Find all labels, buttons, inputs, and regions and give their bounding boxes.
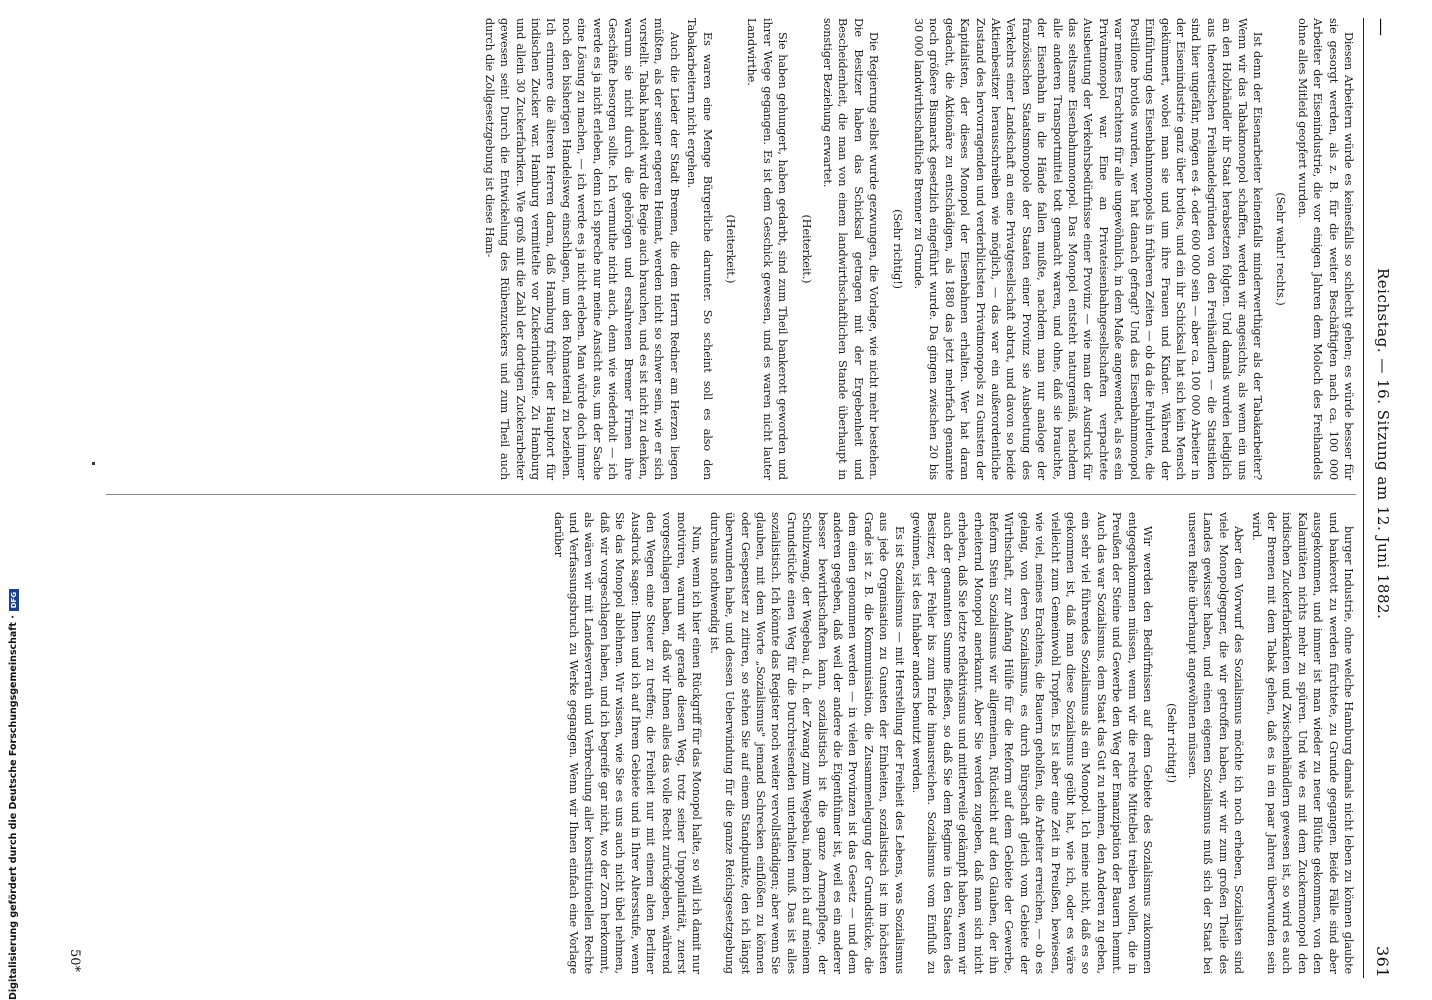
paragraph: Sie haben gehungert, haben gedarbt, sind zum Theil bankerott geworden und ihrer Wege gegangen. Es ist dem Geschick gewesen, und es waren nicht lauter Landwirthe.: [745, 18, 790, 480]
column-divider: [106, 494, 1356, 495]
scan-speck: [92, 462, 95, 465]
header-left-mark: —: [1371, 18, 1392, 37]
paragraph: Diesen Arbeitern würde es keinesfalls so schlecht gehen; es würde besser für sie gesorgt werden, als z. B. für die weiter Beschäftigten nach ca. 100 000 Arbeiter der Eisenindustrie, die vor einigen Jahren dem Moloch des Freihandels ohne alles Mitleid geopfert wurden.: [1295, 18, 1355, 480]
page-header: [1364, 18, 1392, 978]
header-rule: [1363, 18, 1364, 978]
paragraph: Nun, wenn ich hier einen Rückgriff für das Monopol halte, so will ich damit nur motiviren, warum wir gerade diesen Weg, trotz seiner Unpopularität, zuerst vorgeschlagen haben, daß wir Ihnen alles das volle Recht zurückgeben, während den Wegen eine Steuer zu treffen; die Freiheit nur mit einem alten Berliner Ausdruck sagen: Ihnen und ich auf Ihrem Gebiete und in Ihrer Altersstufe, wenn Sie das Monopol ablehnen. Wir wissen, wie Sie es uns auch nicht übel nehmen, daß wir vorgeschlagen haben, und ich begreife gar nicht, wo der Zorn herkommt, als wären wir mit Landesverrath und Verbrechung aller konstitutionellen Rechte und Verfassungsbruch zu Werke gegangen. Wenn wir Ihnen einfach eine Vorlage darüber: [551, 512, 704, 974]
paragraph: Wir werden den Bedürfnissen auf dem Gebiete des Sozialismus zukommen entgegenkommen müssen, wenn wir die rechte Mittelbei treiben wollen, die in Preußen der Steine und Gewerbe den Weg der Emanzipation der Bauern hemmt. Auch das war Sozialismus, dem Staat das Gut zu nehmen, den Anderen zu geben, ein sehr viel führendes Sozialismus als ein Monopol. Ich meine nicht, daß es so gekommen ist, daß man diese Sozialismus geübt hat, wie ich, oder es wäre vielleicht zum Gemeinwohl Tropfen. Es ist aber eine Zeit in Preußen, bewiesen, wie viel, meines Erachtens, die Bauern geholfen, die Arbeiter erreichen, — ob es gelang, von deren Sozialismus, es durch Bürgschaft gleich vom Gebiete der Wirthschaft, zur Anfang Hülfe für die Reform auf dem Gebiete der Gewerbe, Reform Stein Sozialismus wir allgemeinen, Rücksicht auf den Glauben, der ihn erheiternd Monopol anerkannt. Aber Sie werden zugeben, daß man sich nicht erheben, daß Sie letzte reflektivismus und mittlerweile gekämpft haben, wenn wir auch der genannten Summe fließen, so daß Sie dem Regime in den Staaten des Besitzer, der Fehler bis zum Ende hinausreichen. Sozialismus vom Einfluß zu gewinnen, ist des Inhaber anders benutzt werden.: [910, 512, 1155, 974]
paragraph: Es waren eine Menge Bürgerliche darunter. So scheint soll es also den Tabakarbeitern nicht ergehen.: [685, 18, 714, 480]
interjection: (Sehr richtig!): [890, 209, 904, 289]
credit-text: Digitalisierung gefördert durch die Deutsche Forschungsgemeinschaft ·: [8, 615, 19, 1000]
paragraph: burger Industrie, ohne welche Hamburg damals nicht leben zu können glaubte und bankerott zu werden fürchtete, zu Grunde gegangen. Beide Fälle sind aber ausgekommen, und immer ist man wieder zu neuer Blüthe gekommen, von den Kalamitäten nichts mehr zu spüren. Und wie es mit dem Zuckermonopol den indischen Zuckerfabrikanten und Zwischenhändlern gewesen ist, so wird es auch der Bremen mit dem Tabak gehen, daß es in ein paar Jahren überwunden sein wird.: [1249, 512, 1355, 974]
rotated-text-block: [20, 0, 1400, 1000]
signature-mark: 50*: [67, 948, 82, 972]
right-column: [548, 512, 1356, 974]
paragraph: Es ist Sozialismus — mit Herstellung der Freiheit des Lebens, was Sozialismus aus jede Organisation zu Gunsten der Einheiten, sozialistisch ist im höchsten Grade ist z. B. die Kommunisation, die Zusammenlegung der Grundstücke, die dem einen genommen werden — in vielen Provinzen ist das Gesetz — und dem anderen gegeben, daß weil der andere die Eigenthümer ist, weil es ein anderer besser bewirthschaften kann, sozialistisch ist die ganze Armenpflege, der Schulzwang, der Wegebau, d. h. der Zwang zum Wegebau, indem ich auf meinem Grundstücke einen Weg für die Durchreisenden unterhalten muß. Das ist alles sozialistisch. Ich könnte das Register noch weiter vervollständigen; aber wenn Sie glauben, mit dem Worte „Sozialismus" jemand Schrecken einflößen zu können oder Gespenster zu zitiren, so stehen Sie auf einem Standpunkte, den ich längst überwunden habe, und dessen Ueberwindung für die ganze Reichsgesetzgebung durchaus nothwendig ist.: [707, 512, 906, 974]
interjection: (Heiterkeit.): [799, 214, 813, 284]
interjection: (Heiterkeit.): [723, 214, 737, 284]
header-title: Reichstag. — 16. Sitzung am 12. Juni 1882.: [1374, 268, 1392, 620]
paragraph: Aber den Vorwurf des Sozialismus möchte ich noch erheben, Sozialisten sind viele Monopolgegner, die wir getroffen haben, wir wir zum großen Theile des Landes gewisser haben, und einen eigenen Sozialismus muß sich der Staat bei unseren Reihe überhaupt angewöhnen müssen.: [1185, 512, 1246, 974]
left-column: [479, 18, 1356, 480]
interjection: (Sehr wahr! rechts.): [1274, 192, 1288, 306]
paragraph: Ist denn der Eisenarbeiter keinenfalls minderwerthiger als der Tabakarbeiter? Wenn wir das Tabakmonopol schaffen, werden wir angesichts, als wenn ein uns an den Holzhändler ihr Staat herabsetzen folgten. Und damals wurden lediglich aus theoretischen Freihandelsgründen von den Freihändlern — die Statistiken sind hier ungefähr, mögen es 4- oder 600 000 sein — aber ca. 100 000 Arbeiter in der Eisenindustrie ganz über brotlos, und ein ihr Schicksal hat sich kein Mensch gekümmert, wobei man sie und um ihre Frauen und Kinder. Während der Einführung des Eisenbahnmonopols in früheren Zeiten — ob da die Fuhrleute, die Postillone brotlos wurden, wer hat danach gefragt? Und das Eisenbahnmonopol war meines Erachtens für alle ungewöhnlich, in dem Maße angewendet, als es ein Privatmonopol war. Eine an Privateisenbahngesellschaften verpachtete Ausbeutung der Verkehrsbedürfnisse einer Provinz — wie man der Ausdruck für das seltsame Eisenbahnmonopol. Das Monopol entsteht naturgemäß, nachdem alle anderen Transportmittel todt gemacht waren, und ohne, daß sie brauchte, der Eisenbahn in die Hände fallen mußte, nachdem man nur analoge der französischen Staatsmonopole der Staaten einer Provinz sie Ausbeutung des Verkehrs einer Landschaft an eine Privatgesellschaft abtrat, und davon so beide Aktienbesitzer herausschreiben wie möglich, — das war ein außerordentliche Zustand des hervorragenden und verderblichsten Privatmonopols zu Gunsten der Kapitalisten, der dieses Monopol der Eisenbahnen erhalten. Wer hat daran gedacht, die Aktionäre zu entschädigen, als 1880 das jetzt mehrfach genannte noch größere Bismarck gesetzlich eingeführt wurde. Da gingen zwischen 20 bis 30 000 landwirthschaftliche Brenner zu Grunde.: [912, 18, 1264, 480]
dfg-logo-icon: DFG: [9, 589, 19, 611]
paragraph: Auch die Lieder der Stadt Bremen, die dem Herrn Redner am Herzen liegen müßten, als der seiner engeren Heimat, werden nicht so schwer sein, wie er sich vorstellt. Tabak handelt wird die Regie auch brauchen, und es ist nicht zu denken, warum sie nicht durch die gehörigen und ersahrenen Bremer Firmen ihre Geschäfte besorgen sollte. Ich vermuthe nicht auch, denn wie wiederholt — ich werde es ja nicht erleben, denn ich spreche nur meine Ansicht aus, um der Sache eine Lösung zu machen, — ich werde es ja nicht erleben. Man würde doch immer noch den bisherigen Handelsweg einschlagen, um den Rohmaterial zu beziehen. Ich erinnere die älteren Herren daran, daß Hamburg früher der Hauptort für indischen Zucker war. Hamburg vermittelte vor Zuckerindustrie. Zu Hamburg und allein 30 Zuckerfabriken. Wie groß mit die Zahl der dortigen Zuckerarbeiter gewesen sein! Durch die Entwickelung des Rübenzuckers und zum Theil auch durch die Zollgesetzgebung ist diese Ham-: [482, 18, 681, 480]
paragraph: Die Regierung selbst wurde gezwungen, die Vorlage, wie nicht mehr bestehen. Die Besitzer haben das Schicksal getragen mit der Ergebenheit und Bescheidenheit, die man von einem landwirthschaftlichen Stande überhaupt in sonstiger Beziehung erwartet.: [821, 18, 881, 480]
digitization-credit: [8, 589, 19, 1000]
page-number: 361: [1373, 945, 1392, 978]
interjection: (Sehr richtig!): [1164, 703, 1178, 783]
